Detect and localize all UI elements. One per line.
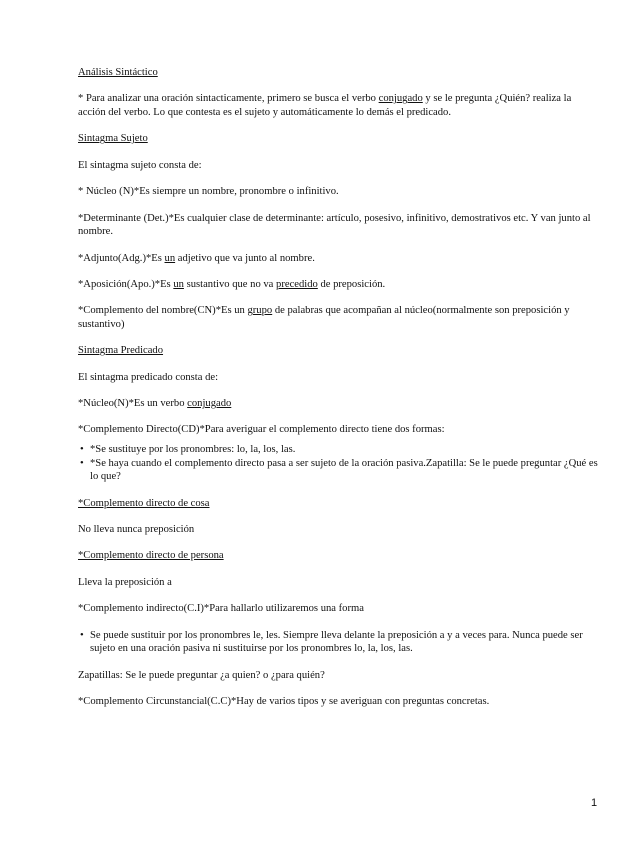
sujeto-heading: Sintagma Sujeto [78, 133, 148, 145]
ci-definition: *Complemento indirecto(C.I)*Para hallarlo utilizaremos una forma [78, 603, 364, 615]
cd-bullet-list [78, 443, 598, 484]
list-item: • *Se sustituye por los pronombres: lo, la, los, las. [90, 443, 598, 457]
zapatillas-note: Zapatillas: Se le puede preguntar ¿a quien? o ¿para quién? [78, 669, 325, 681]
cc-definition: *Complemento Circunstancial(C.C)*Hay de varios tipos y se averiguan con preguntas concretas. [78, 695, 490, 707]
list-item: • *Se haya cuando el complemento directo pasa a ser sujeto de la oración pasiva.Zapatilla: Se le puede preguntar ¿Qué es lo que? [90, 457, 598, 484]
predicado-intro: El sintagma predicado consta de: [78, 371, 219, 383]
cd-cosa-heading: *Complemento directo de cosa [78, 497, 210, 509]
nucleo-pred-definition: *Núcleo(N)*Es un verbo conjugado [78, 398, 232, 410]
intro-paragraph: * Para analizar una oración sintacticamente, primero se busca el verbo conjugado y se le pregunta ¿Quién? realiza la acción del verbo. Lo que contesta es el sujeto y automáticamente lo demás el predicado. [78, 93, 572, 118]
adjunto-definition: *Adjunto(Adg.)*Es un adjetivo que va junto al nombre. [78, 252, 315, 264]
predicado-heading: Sintagma Predicado [78, 345, 164, 357]
cn-definition: *Complemento del nombre(CN)*Es un grupo de palabras que acompañan al núcleo(normalmente son preposición y sustantivo) [78, 305, 570, 330]
nucleo-definition: * Núcleo (N)*Es siempre un nombre, pronombre o infinitivo. [78, 186, 339, 198]
cd-cosa-text: No lleva nunca preposición [78, 524, 195, 536]
page-number: 1 [591, 797, 598, 809]
cd-definition: *Complemento Directo(CD)*Para averiguar el complemento directo tiene dos formas: [78, 424, 445, 436]
determinante-definition: *Determinante (Det.)*Es cualquier clase de determinante: artículo, posesivo, infinitivo, demostrativos etc. Y van junto al nombre. [78, 212, 591, 238]
ci-bullet-list [78, 629, 598, 656]
document-title: Análisis Sintáctico [78, 67, 158, 78]
aposicion-definition: *Aposición(Apo.)*Es un sustantivo que no va precedido de preposición. [78, 278, 386, 290]
cd-persona-text: Lleva la preposición a [78, 576, 172, 588]
document-body [78, 66, 598, 721]
cd-persona-heading: *Complemento directo de persona [78, 550, 224, 562]
list-item: • Se puede sustituir por los pronombres le, les. Siempre lleva delante la preposición a y a veces para. Nunca puede ser sujeto en una oración pasiva ni sustituirse por los pronombres lo, la, los, las. [90, 629, 598, 656]
sujeto-intro: El sintagma sujeto consta de: [78, 159, 202, 171]
